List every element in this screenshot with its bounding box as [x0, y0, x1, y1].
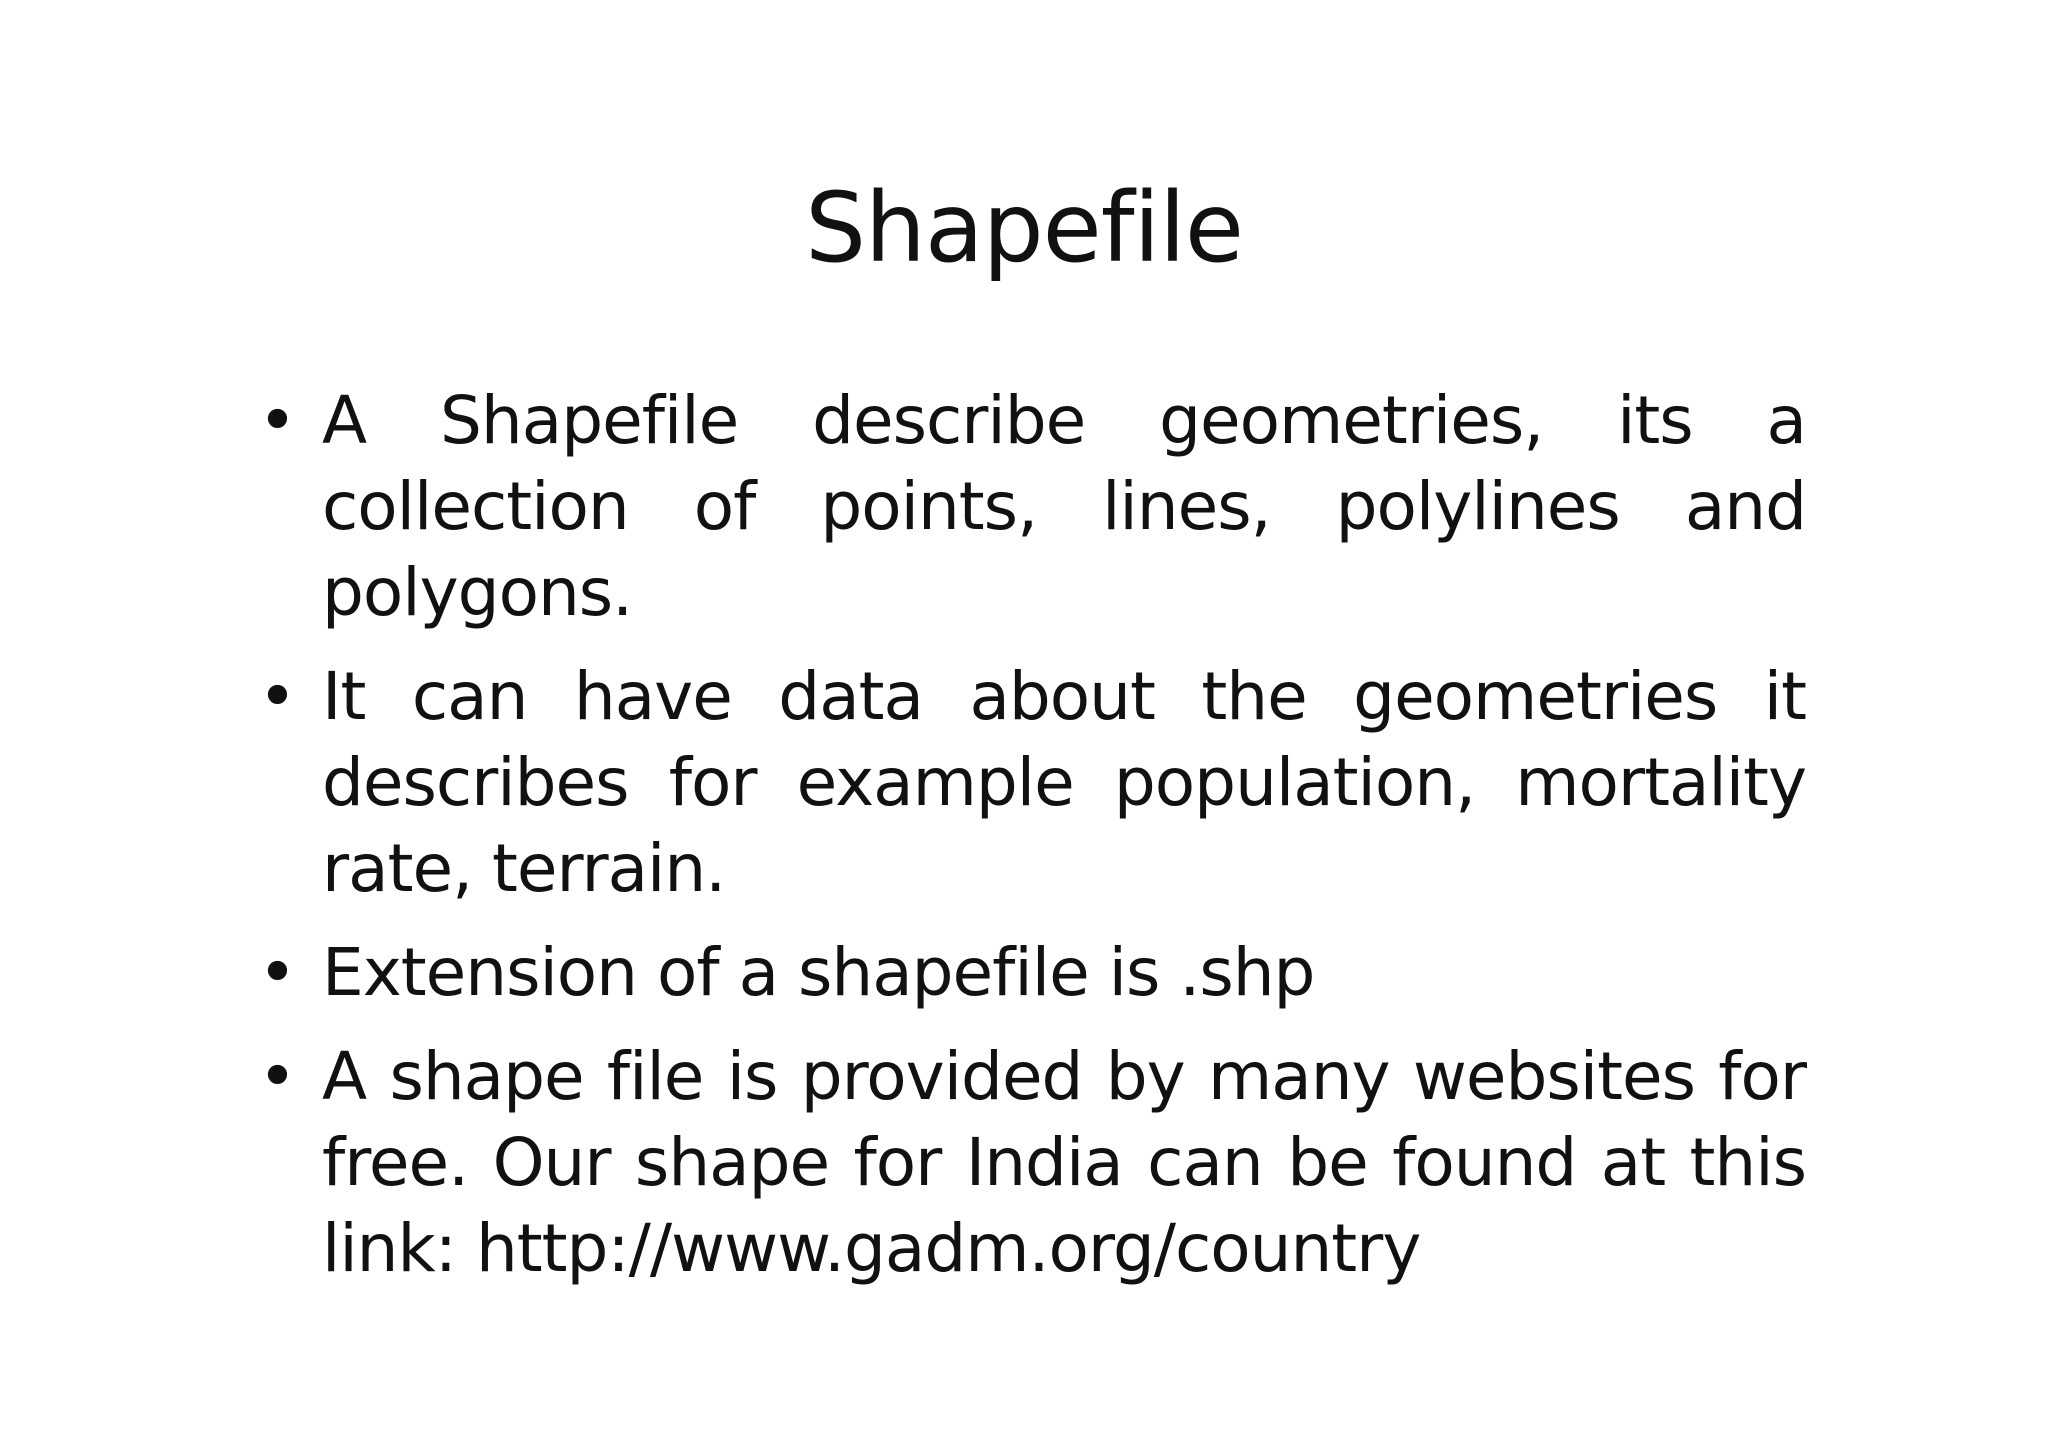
bullet-text: A Shapefile describe geometries, its a collection of points, lines, polylines and polygons. [322, 382, 1806, 631]
bullet-text: A shape file is provided by many websites for free. Our shape for India can be found at this link: http://www.gadm.org/country [322, 1038, 1806, 1287]
bullet-item-data [258, 654, 1806, 912]
bullet-text: Extension of a shapefile is .shp [322, 934, 1315, 1011]
bullet-marker: • [258, 382, 296, 459]
bullet-marker: • [258, 658, 296, 735]
bullet-list [258, 378, 1806, 1310]
bullet-item-extension [258, 930, 1806, 1016]
bullet-item-geometries [258, 378, 1806, 636]
bullet-item-source [258, 1034, 1806, 1292]
bullet-marker: • [258, 934, 296, 1011]
bullet-text: It can have data about the geometries it describes for example population, mortality rate, terrain. [322, 658, 1806, 907]
bullet-marker: • [258, 1038, 296, 1115]
slide-title: Shapefile [805, 172, 1243, 284]
